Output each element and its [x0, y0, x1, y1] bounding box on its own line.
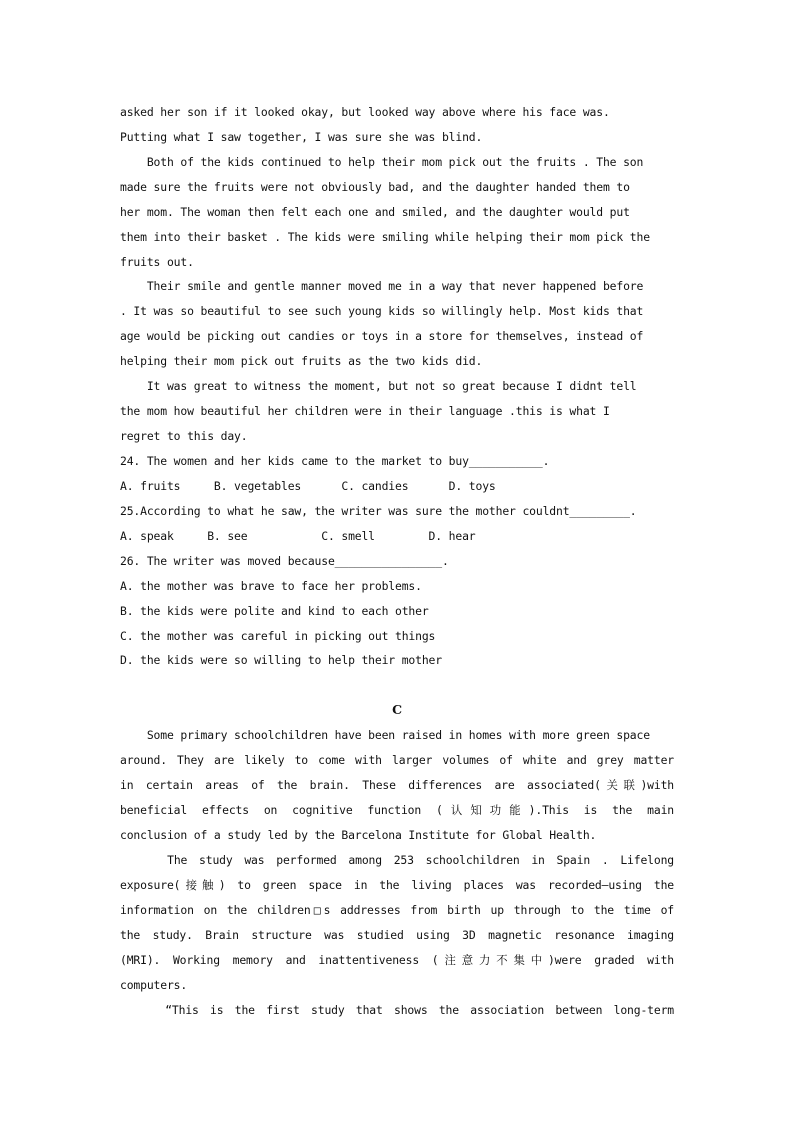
passage-b-line: them into their basket . The kids were smiling while helping their mom pick the [120, 230, 650, 244]
passage-c-line: beneficial effects on cognitive function (认知功能).This is the main [120, 803, 674, 817]
passage-c-line: computers. [120, 978, 188, 992]
passage-b-line: made sure the fruits were not obviously bad, and the daughter handed them to [120, 180, 630, 194]
question-26-stem: 26. The writer was moved because________________. [120, 554, 449, 568]
passage-c-line: around. They are likely to come with larger volumes of white and grey matter [120, 753, 674, 767]
question-26-option-a: A. the mother was brave to face her problems. [120, 579, 422, 593]
passage-b-line: her mom. The woman then felt each one and smiled, and the daughter would put [120, 205, 630, 219]
passage-b-line: helping their mom pick out fruits as the two kids did. [120, 354, 483, 368]
passage-b-line: Their smile and gentle manner moved me in a way that never happened before [120, 279, 644, 293]
question-26-option-b: B. the kids were polite and kind to each other [120, 604, 429, 618]
passage-b-line: It was great to witness the moment, but not so great because I didnt tell [120, 379, 637, 393]
passage-c-line: “This is the first study that shows the association between long-term [120, 1003, 674, 1017]
question-24-options: A. fruits B. vegetables C. candies D. toys [120, 479, 496, 493]
passage-b-line: fruits out. [120, 255, 194, 269]
passage-b-line: Both of the kids continued to help their mom pick out the fruits . The son [120, 155, 644, 169]
passage-b-line: Putting what I saw together, I was sure she was blind. [120, 130, 483, 144]
question-26-option-d: D. the kids were so willing to help their mother [120, 653, 442, 667]
question-26-option-c: C. the mother was careful in picking out things [120, 629, 436, 643]
passage-b-line: regret to this day. [120, 429, 248, 443]
passage-c-line: the study. Brain structure was studied using 3D magnetic resonance imaging [120, 928, 674, 942]
passage-c-line: The study was performed among 253 schoolchildren in Spain . Lifelong [120, 853, 674, 867]
question-25-stem: 25.According to what he saw, the writer was sure the mother couldnt_________. [120, 504, 637, 518]
passage-c-line: conclusion of a study led by the Barcelona Institute for Global Health. [120, 828, 597, 842]
passage-c-title: C [392, 702, 402, 717]
passage-c-line: (MRI). Working memory and inattentiveness (注意力不集中)were graded with [120, 953, 674, 967]
passage-b-line: age would be picking out candies or toys in a store for themselves, instead of [120, 329, 644, 343]
passage-b-line: the mom how beautiful her children were in their language .this is what I [120, 404, 610, 418]
passage-c-line: exposure(接触) to green space in the living places was recorded—using the [120, 878, 674, 892]
question-24-stem: 24. The women and her kids came to the market to buy___________. [120, 454, 550, 468]
passage-c-line: in certain areas of the brain. These differences are associated(关联)with [120, 778, 674, 792]
passage-b-line: asked her son if it looked okay, but looked way above where his face was. [120, 105, 610, 119]
passage-b-line: . It was so beautiful to see such young kids so willingly help. Most kids that [120, 304, 644, 318]
question-25-options: A. speak B. see C. smell D. hear [120, 529, 476, 543]
passage-c-line: information on the children□s addresses from birth up through to the time of [120, 903, 674, 917]
passage-c-line: Some primary schoolchildren have been raised in homes with more green space [120, 728, 650, 742]
